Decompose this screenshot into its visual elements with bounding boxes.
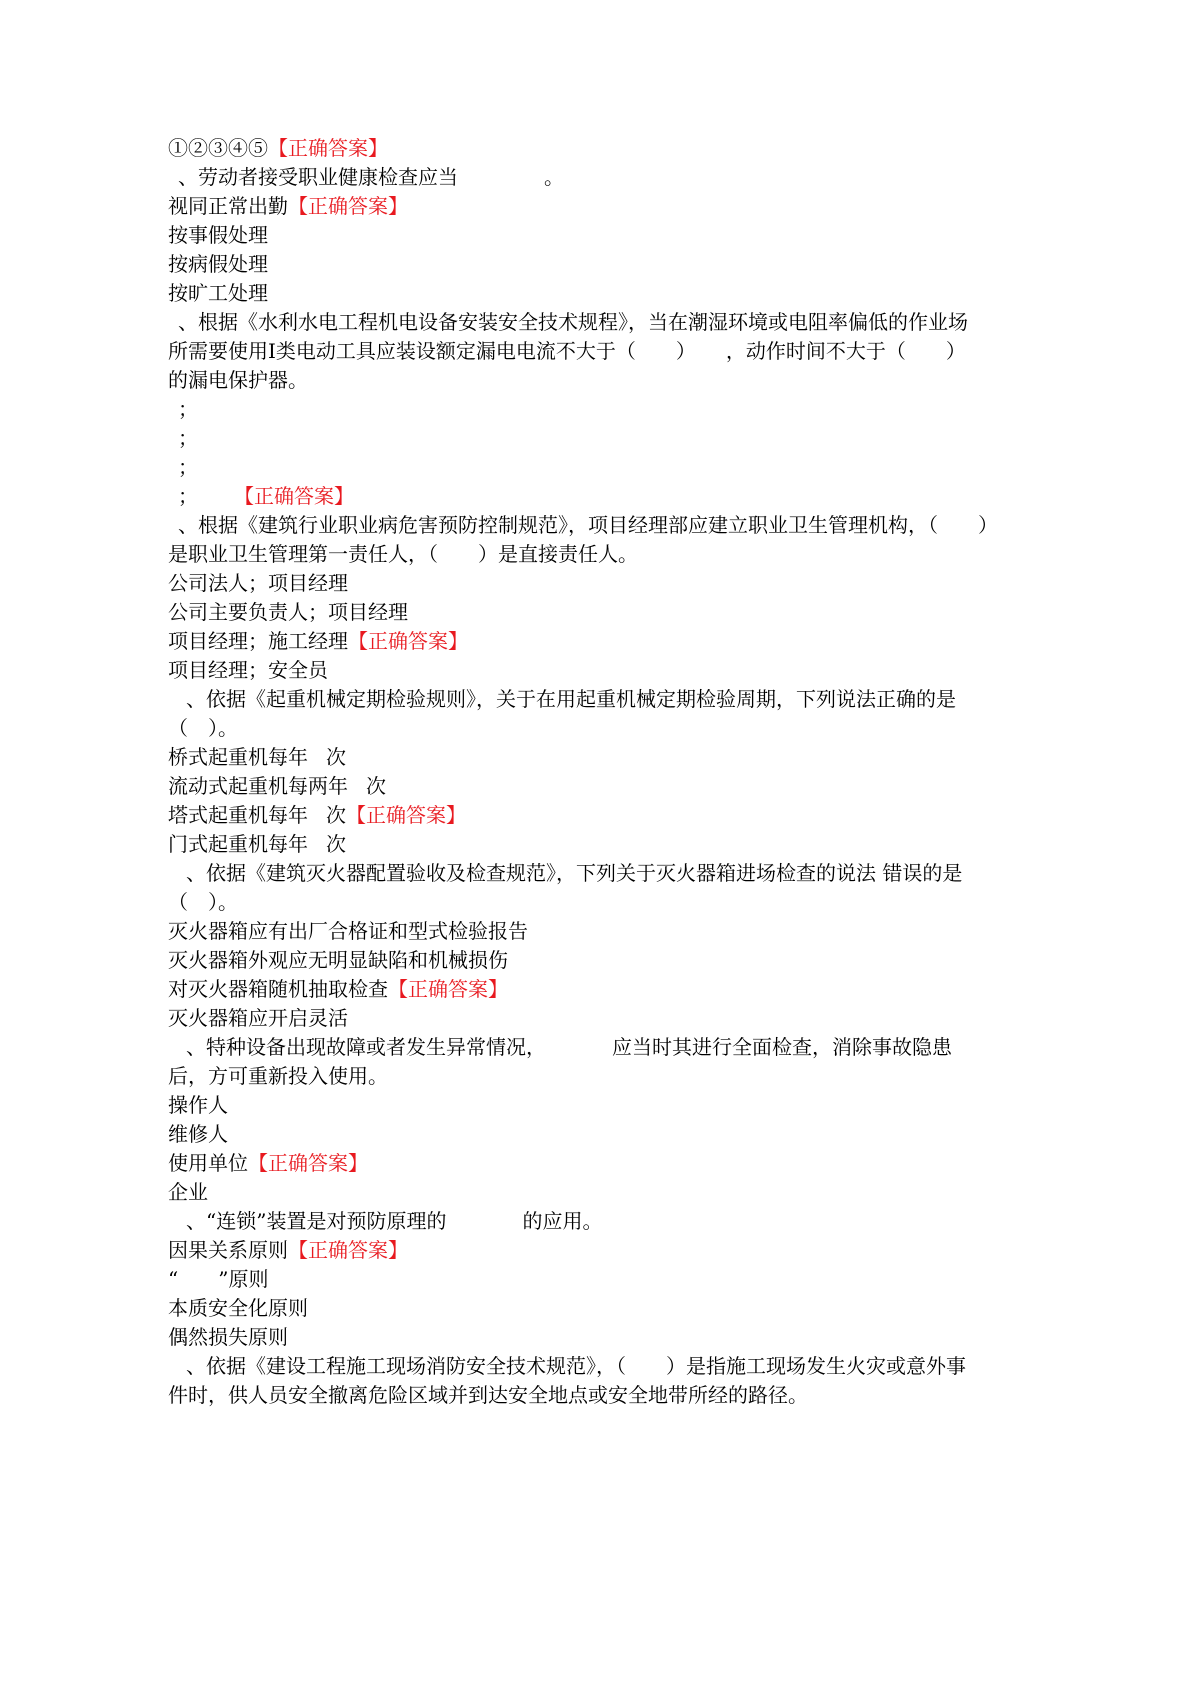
line-text: 项目经理；施工经理	[168, 629, 348, 653]
line-text: ；	[178, 397, 198, 421]
line-text: 桥式起重机每年	[168, 745, 308, 769]
correct-answer-tag: 【正确答案】	[234, 484, 354, 508]
line-text: 、依据《建设工程施工现场消防安全技术规范》，（ ）是指施工现场发生火灾或意外事	[186, 1354, 966, 1378]
doc-line-option	[168, 193, 408, 219]
correct-answer-tag: 【正确答案】	[268, 136, 388, 160]
line-text: 灭火器箱外观应无明显缺陷和机械损伤	[168, 948, 508, 972]
line-text: 、依据《起重机械定期检验规则》，关于在用起重机械定期检验周期，下列说法正确的是	[186, 687, 956, 711]
doc-line-option	[168, 1092, 228, 1118]
line-text: 本质安全化原则	[168, 1296, 308, 1320]
line-text: 门式起重机每年	[168, 832, 308, 856]
doc-line-option	[168, 744, 346, 770]
line-tail-text: 的应用。	[522, 1209, 603, 1233]
doc-line-question	[168, 1382, 808, 1408]
line-text: 视同正常出勤	[168, 194, 288, 218]
line-text: 项目经理；安全员	[168, 658, 328, 682]
doc-line-question	[178, 164, 564, 190]
doc-line-option	[168, 1121, 228, 1147]
doc-line-question	[168, 541, 638, 567]
line-text: 灭火器箱应开启灵活	[168, 1006, 348, 1030]
line-text: 塔式起重机每年	[168, 803, 308, 827]
line-text: 按病假处理	[168, 252, 268, 276]
doc-line-question	[186, 1353, 966, 1379]
correct-answer-tag: 【正确答案】	[348, 629, 468, 653]
correct-answer-tag: 【正确答案】	[346, 803, 466, 827]
line-text: 是职业卫生管理第一责任人，（ ）是直接责任人。	[168, 542, 638, 566]
doc-line-option	[168, 222, 268, 248]
doc-line-option	[168, 1324, 288, 1350]
line-text: 操作人	[168, 1093, 228, 1117]
doc-line-option	[168, 570, 348, 596]
doc-line-question	[168, 715, 238, 741]
line-text: ；	[178, 484, 198, 508]
line-text: 、依据《建筑灭火器配置验收及检查规范》，下列关于灭火器箱进场检查的说法 错误的是	[186, 861, 963, 885]
line-text: 对灭火器箱随机抽取检查	[168, 977, 388, 1001]
doc-line-question	[186, 1034, 952, 1060]
line-text: 按旷工处理	[168, 281, 268, 305]
line-text: 、根据《水利水电工程机电设备安装安全技术规程》，当在潮湿环境或电阻率偏低的作业场	[178, 310, 968, 334]
doc-line-answer-header	[168, 135, 388, 161]
doc-line-option	[168, 599, 408, 625]
line-text: 使用单位	[168, 1151, 248, 1175]
doc-line-option	[168, 947, 508, 973]
line-text: 灭火器箱应有出厂合格证和型式检验报告	[168, 919, 528, 943]
doc-line-option	[168, 1266, 268, 1292]
line-text: 维修人	[168, 1122, 228, 1146]
correct-answer-tag: 【正确答案】	[288, 194, 408, 218]
doc-line-question	[168, 338, 966, 364]
doc-line-option	[168, 1295, 308, 1321]
line-text: 按事假处理	[168, 223, 268, 247]
line-text: ；	[178, 426, 198, 450]
doc-line-question	[168, 367, 308, 393]
line-tail-text: 次	[326, 745, 346, 769]
line-text: 偶然损失原则	[168, 1325, 288, 1349]
doc-line-option	[168, 918, 528, 944]
line-tail-text: 次	[326, 803, 346, 827]
line-text: ；	[178, 455, 198, 479]
doc-line-option	[168, 976, 508, 1002]
line-text: “ ”原则	[168, 1267, 269, 1291]
line-text: （ ）。	[168, 890, 238, 914]
line-text: （ ）。	[168, 716, 238, 740]
line-text: 、特种设备出现故障或者发生异常情况，	[186, 1035, 546, 1059]
doc-line-option	[178, 454, 198, 480]
doc-line-option	[178, 483, 354, 509]
line-text: 、根据《建筑行业职业病危害预防控制规范》，项目经理部应建立职业卫生管理机构，（ ）	[178, 513, 998, 537]
doc-line-option	[168, 280, 268, 306]
line-tail-text: 次	[326, 832, 346, 856]
line-text: 因果关系原则	[168, 1238, 288, 1262]
line-text: 公司法人；项目经理	[168, 571, 348, 595]
line-text: 件时，供人员安全撤离危险区域并到达安全地点或安全地带所经的路径。	[168, 1383, 808, 1407]
doc-line-option	[168, 1150, 368, 1176]
doc-line-question	[178, 309, 968, 335]
doc-line-question	[186, 860, 962, 886]
doc-line-question	[186, 686, 956, 712]
doc-line-option	[168, 831, 346, 857]
line-text: 的漏电保护器。	[168, 368, 308, 392]
doc-line-option	[168, 1005, 348, 1031]
doc-line-option	[168, 657, 328, 683]
doc-line-option	[168, 802, 466, 828]
line-text: 流动式起重机每两年	[168, 774, 348, 798]
doc-line-question	[186, 1208, 602, 1234]
doc-line-question	[178, 512, 998, 538]
doc-line-option	[168, 1237, 408, 1263]
line-tail-text: 。	[544, 165, 564, 189]
doc-line-option	[168, 773, 386, 799]
doc-line-option	[178, 425, 198, 451]
correct-answer-tag: 【正确答案】	[388, 977, 508, 1001]
line-text: 、“连锁”装置是对预防原理的	[186, 1209, 447, 1233]
doc-line-option	[168, 251, 268, 277]
doc-line-option	[178, 396, 198, 422]
line-tail-text: 次	[366, 774, 386, 798]
doc-line-question	[168, 1063, 388, 1089]
line-text: 企业	[168, 1180, 208, 1204]
line-text: 所需要使用Ⅰ类电动工具应装设额定漏电电流不大于（ ） ，动作时间不大于（ ）	[168, 339, 966, 363]
line-tail-text: 应当时其进行全面检查，消除事故隐患	[612, 1035, 952, 1059]
doc-line-option	[168, 1179, 208, 1205]
correct-answer-tag: 【正确答案】	[248, 1151, 368, 1175]
doc-line-question	[168, 889, 238, 915]
line-text: ①②③④⑤	[168, 136, 268, 160]
line-text: 公司主要负责人；项目经理	[168, 600, 408, 624]
doc-line-option	[168, 628, 468, 654]
correct-answer-tag: 【正确答案】	[288, 1238, 408, 1262]
line-text: 后，方可重新投入使用。	[168, 1064, 388, 1088]
line-text: 、劳动者接受职业健康检查应当	[178, 165, 458, 189]
